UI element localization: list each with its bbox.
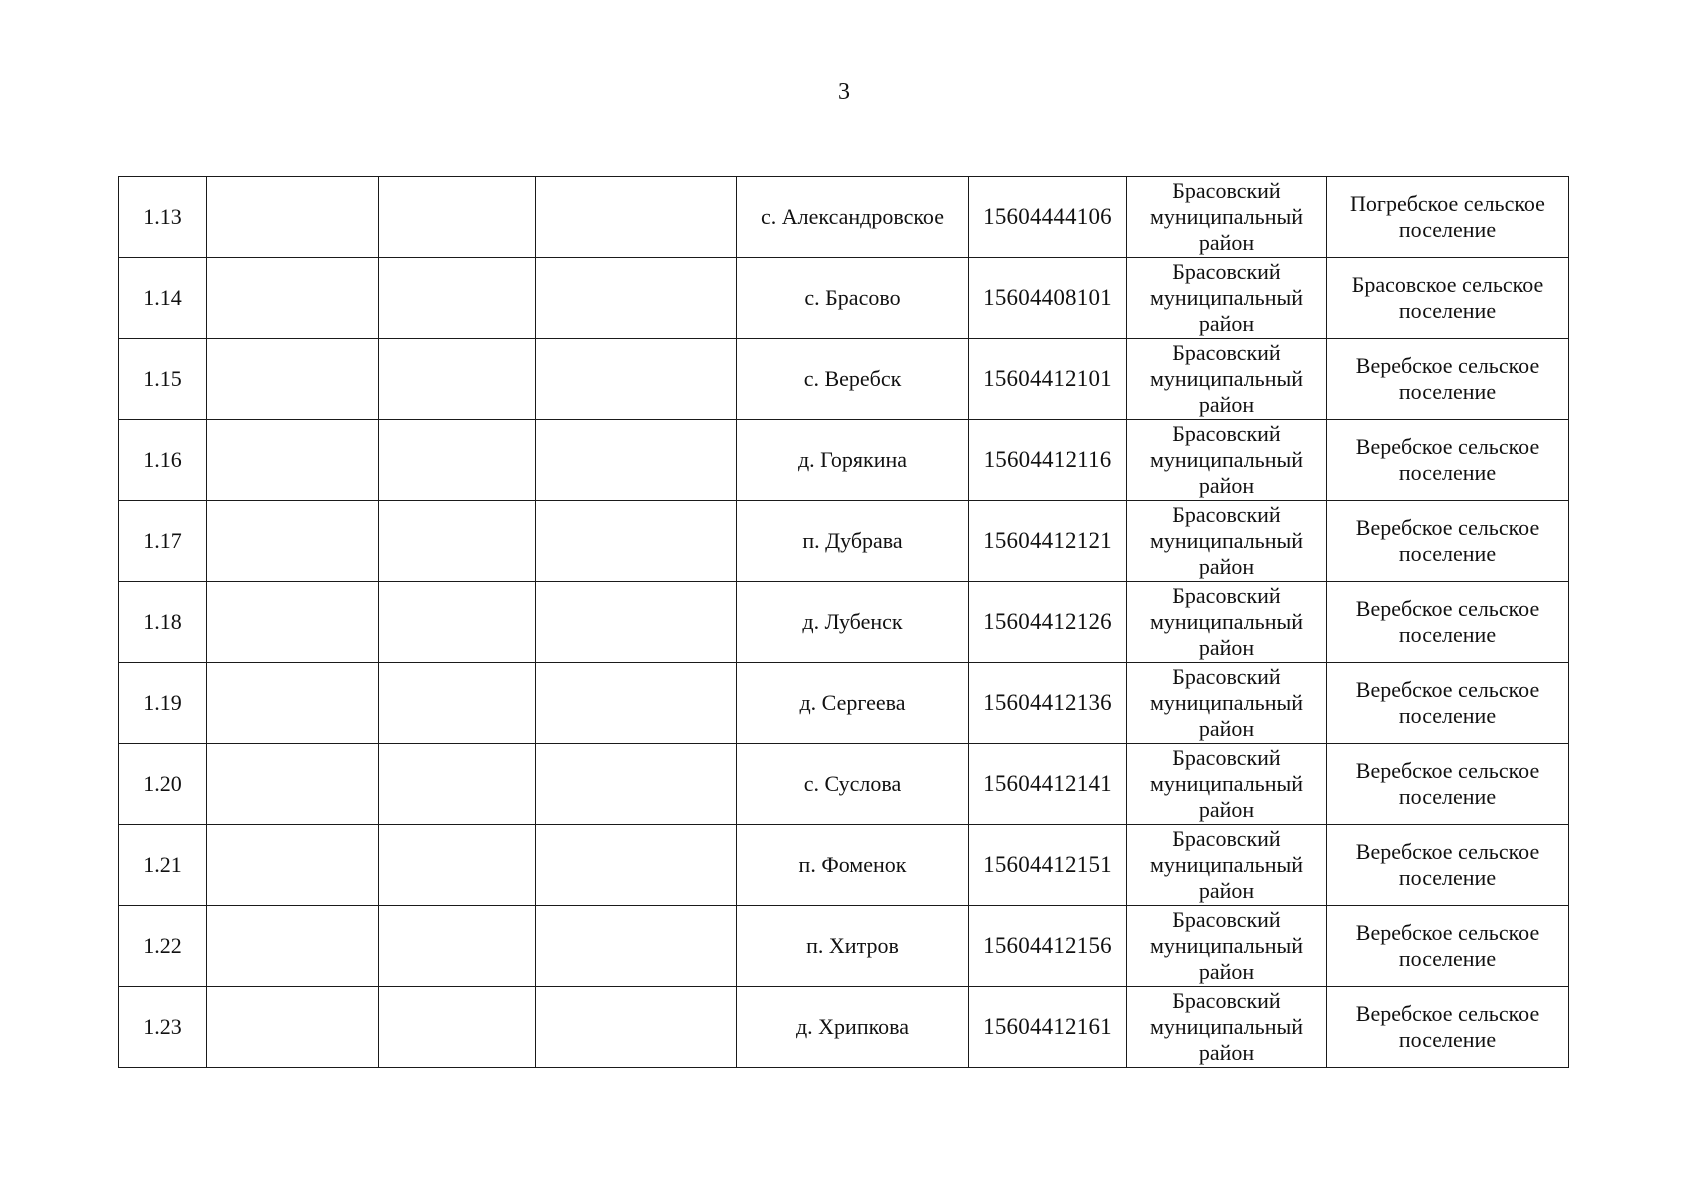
table-row	[119, 258, 1569, 339]
district-line: муниципальный	[1149, 366, 1304, 391]
district-line: Брасовский	[1172, 178, 1281, 203]
row-number-cell: 1.21	[119, 825, 207, 906]
district-cell	[1127, 339, 1327, 420]
table-row	[119, 825, 1569, 906]
empty-cell-3	[536, 744, 737, 825]
municipality-line: поселение	[1398, 460, 1497, 485]
empty-cell-1	[207, 906, 379, 987]
municipality-cell	[1327, 420, 1569, 501]
empty-cell-3	[536, 906, 737, 987]
empty-cell-3	[536, 582, 737, 663]
district-line: Брасовский	[1172, 745, 1281, 770]
row-number-cell: 1.17	[119, 501, 207, 582]
municipality-cell	[1327, 825, 1569, 906]
district-cell	[1127, 258, 1327, 339]
district-line: Брасовский	[1172, 421, 1281, 446]
oktmo-code-cell: 15604412156	[969, 906, 1127, 987]
row-number-cell: 1.15	[119, 339, 207, 420]
empty-cell-1	[207, 339, 379, 420]
district-line: район	[1198, 392, 1255, 417]
municipality-cell	[1327, 258, 1569, 339]
municipality-line: Веребское сельское	[1355, 758, 1540, 783]
empty-cell-2	[379, 825, 536, 906]
table-row	[119, 501, 1569, 582]
table-body	[119, 177, 1569, 1068]
district-line: муниципальный	[1149, 447, 1304, 472]
municipality-cell	[1327, 501, 1569, 582]
municipality-line: поселение	[1398, 298, 1497, 323]
district-line: Брасовский	[1172, 907, 1281, 932]
empty-cell-1	[207, 663, 379, 744]
municipality-line: поселение	[1398, 1027, 1497, 1052]
empty-cell-3	[536, 339, 737, 420]
row-number-cell: 1.13	[119, 177, 207, 258]
municipality-line: поселение	[1398, 622, 1497, 647]
empty-cell-2	[379, 258, 536, 339]
table-row	[119, 582, 1569, 663]
settlement-cell: с. Веребск	[737, 339, 969, 420]
municipality-cell	[1327, 744, 1569, 825]
municipality-line: поселение	[1398, 541, 1497, 566]
empty-cell-3	[536, 420, 737, 501]
page-number: 3	[838, 79, 850, 105]
empty-cell-3	[536, 258, 737, 339]
municipality-line: Веребское сельское	[1355, 839, 1540, 864]
empty-cell-1	[207, 744, 379, 825]
district-cell	[1127, 906, 1327, 987]
empty-cell-2	[379, 582, 536, 663]
table-row	[119, 906, 1569, 987]
municipality-line: Погребское сельское	[1350, 191, 1545, 216]
settlements-table	[118, 176, 1569, 1068]
district-line: район	[1198, 554, 1255, 579]
empty-cell-2	[379, 177, 536, 258]
district-line: Брасовский	[1172, 502, 1281, 527]
row-number-cell: 1.22	[119, 906, 207, 987]
table-row	[119, 177, 1569, 258]
municipality-line: поселение	[1398, 217, 1497, 242]
municipality-line: Брасовское сельское	[1351, 272, 1544, 297]
empty-cell-1	[207, 420, 379, 501]
empty-cell-2	[379, 420, 536, 501]
row-number-cell: 1.23	[119, 987, 207, 1068]
district-line: Брасовский	[1172, 988, 1281, 1013]
table-row	[119, 663, 1569, 744]
municipality-line: поселение	[1398, 865, 1497, 890]
municipality-line: Веребское сельское	[1355, 353, 1540, 378]
district-line: район	[1198, 716, 1255, 741]
district-cell	[1127, 582, 1327, 663]
oktmo-code-cell: 15604408101	[969, 258, 1127, 339]
table-row	[119, 744, 1569, 825]
empty-cell-2	[379, 501, 536, 582]
municipality-cell	[1327, 987, 1569, 1068]
oktmo-code-cell: 15604412116	[969, 420, 1127, 501]
settlement-cell: д. Лубенск	[737, 582, 969, 663]
district-line: Брасовский	[1172, 826, 1281, 851]
district-line: муниципальный	[1149, 933, 1304, 958]
district-line: муниципальный	[1149, 852, 1304, 877]
municipality-line: Веребское сельское	[1355, 596, 1540, 621]
municipality-line: Веребское сельское	[1355, 434, 1540, 459]
district-line: район	[1198, 959, 1255, 984]
empty-cell-1	[207, 501, 379, 582]
municipality-line: Веребское сельское	[1355, 1001, 1540, 1026]
empty-cell-3	[536, 825, 737, 906]
district-line: район	[1198, 878, 1255, 903]
district-cell	[1127, 501, 1327, 582]
empty-cell-2	[379, 663, 536, 744]
district-line: район	[1198, 311, 1255, 336]
empty-cell-1	[207, 177, 379, 258]
district-cell	[1127, 663, 1327, 744]
municipality-line: Веребское сельское	[1355, 515, 1540, 540]
empty-cell-3	[536, 501, 737, 582]
municipality-line: Веребское сельское	[1355, 677, 1540, 702]
empty-cell-2	[379, 339, 536, 420]
empty-cell-1	[207, 825, 379, 906]
row-number-cell: 1.18	[119, 582, 207, 663]
table-row	[119, 987, 1569, 1068]
district-cell	[1127, 177, 1327, 258]
oktmo-code-cell: 15604412161	[969, 987, 1127, 1068]
district-line: район	[1198, 473, 1255, 498]
empty-cell-2	[379, 987, 536, 1068]
settlement-cell: с. Александровское	[737, 177, 969, 258]
oktmo-code-cell: 15604412151	[969, 825, 1127, 906]
settlement-cell: с. Суслова	[737, 744, 969, 825]
municipality-cell	[1327, 906, 1569, 987]
settlement-cell: п. Хитров	[737, 906, 969, 987]
empty-cell-1	[207, 258, 379, 339]
municipality-line: поселение	[1398, 784, 1497, 809]
district-line: муниципальный	[1149, 609, 1304, 634]
district-cell	[1127, 825, 1327, 906]
district-line: Брасовский	[1172, 340, 1281, 365]
empty-cell-2	[379, 744, 536, 825]
empty-cell-3	[536, 663, 737, 744]
oktmo-code-cell: 15604412121	[969, 501, 1127, 582]
municipality-line: поселение	[1398, 703, 1497, 728]
row-number-cell: 1.14	[119, 258, 207, 339]
oktmo-code-cell: 15604412101	[969, 339, 1127, 420]
municipality-line: поселение	[1398, 946, 1497, 971]
district-line: муниципальный	[1149, 204, 1304, 229]
row-number-cell: 1.20	[119, 744, 207, 825]
district-cell	[1127, 744, 1327, 825]
district-line: муниципальный	[1149, 285, 1304, 310]
district-line: район	[1198, 230, 1255, 255]
empty-cell-2	[379, 906, 536, 987]
district-cell	[1127, 987, 1327, 1068]
table-row	[119, 339, 1569, 420]
district-line: Брасовский	[1172, 664, 1281, 689]
oktmo-code-cell: 15604444106	[969, 177, 1127, 258]
municipality-cell	[1327, 177, 1569, 258]
municipality-cell	[1327, 582, 1569, 663]
municipality-cell	[1327, 339, 1569, 420]
settlement-cell: п. Дубрава	[737, 501, 969, 582]
table-row	[119, 420, 1569, 501]
district-line: муниципальный	[1149, 528, 1304, 553]
oktmo-code-cell: 15604412126	[969, 582, 1127, 663]
empty-cell-1	[207, 987, 379, 1068]
empty-cell-1	[207, 582, 379, 663]
settlement-cell: п. Фоменок	[737, 825, 969, 906]
settlement-cell: д. Сергеева	[737, 663, 969, 744]
empty-cell-3	[536, 177, 737, 258]
settlement-cell: д. Хрипкова	[737, 987, 969, 1068]
district-line: район	[1198, 1040, 1255, 1065]
settlement-cell: с. Брасово	[737, 258, 969, 339]
district-line: Брасовский	[1172, 583, 1281, 608]
district-cell	[1127, 420, 1327, 501]
municipality-line: поселение	[1398, 379, 1497, 404]
oktmo-code-cell: 15604412136	[969, 663, 1127, 744]
district-line: муниципальный	[1149, 1014, 1304, 1039]
row-number-cell: 1.16	[119, 420, 207, 501]
settlement-cell: д. Горякина	[737, 420, 969, 501]
municipality-line: Веребское сельское	[1355, 920, 1540, 945]
district-line: район	[1198, 635, 1255, 660]
empty-cell-3	[536, 987, 737, 1068]
district-line: муниципальный	[1149, 771, 1304, 796]
municipality-cell	[1327, 663, 1569, 744]
oktmo-code-cell: 15604412141	[969, 744, 1127, 825]
district-line: Брасовский	[1172, 259, 1281, 284]
district-line: муниципальный	[1149, 690, 1304, 715]
row-number-cell: 1.19	[119, 663, 207, 744]
district-line: район	[1198, 797, 1255, 822]
